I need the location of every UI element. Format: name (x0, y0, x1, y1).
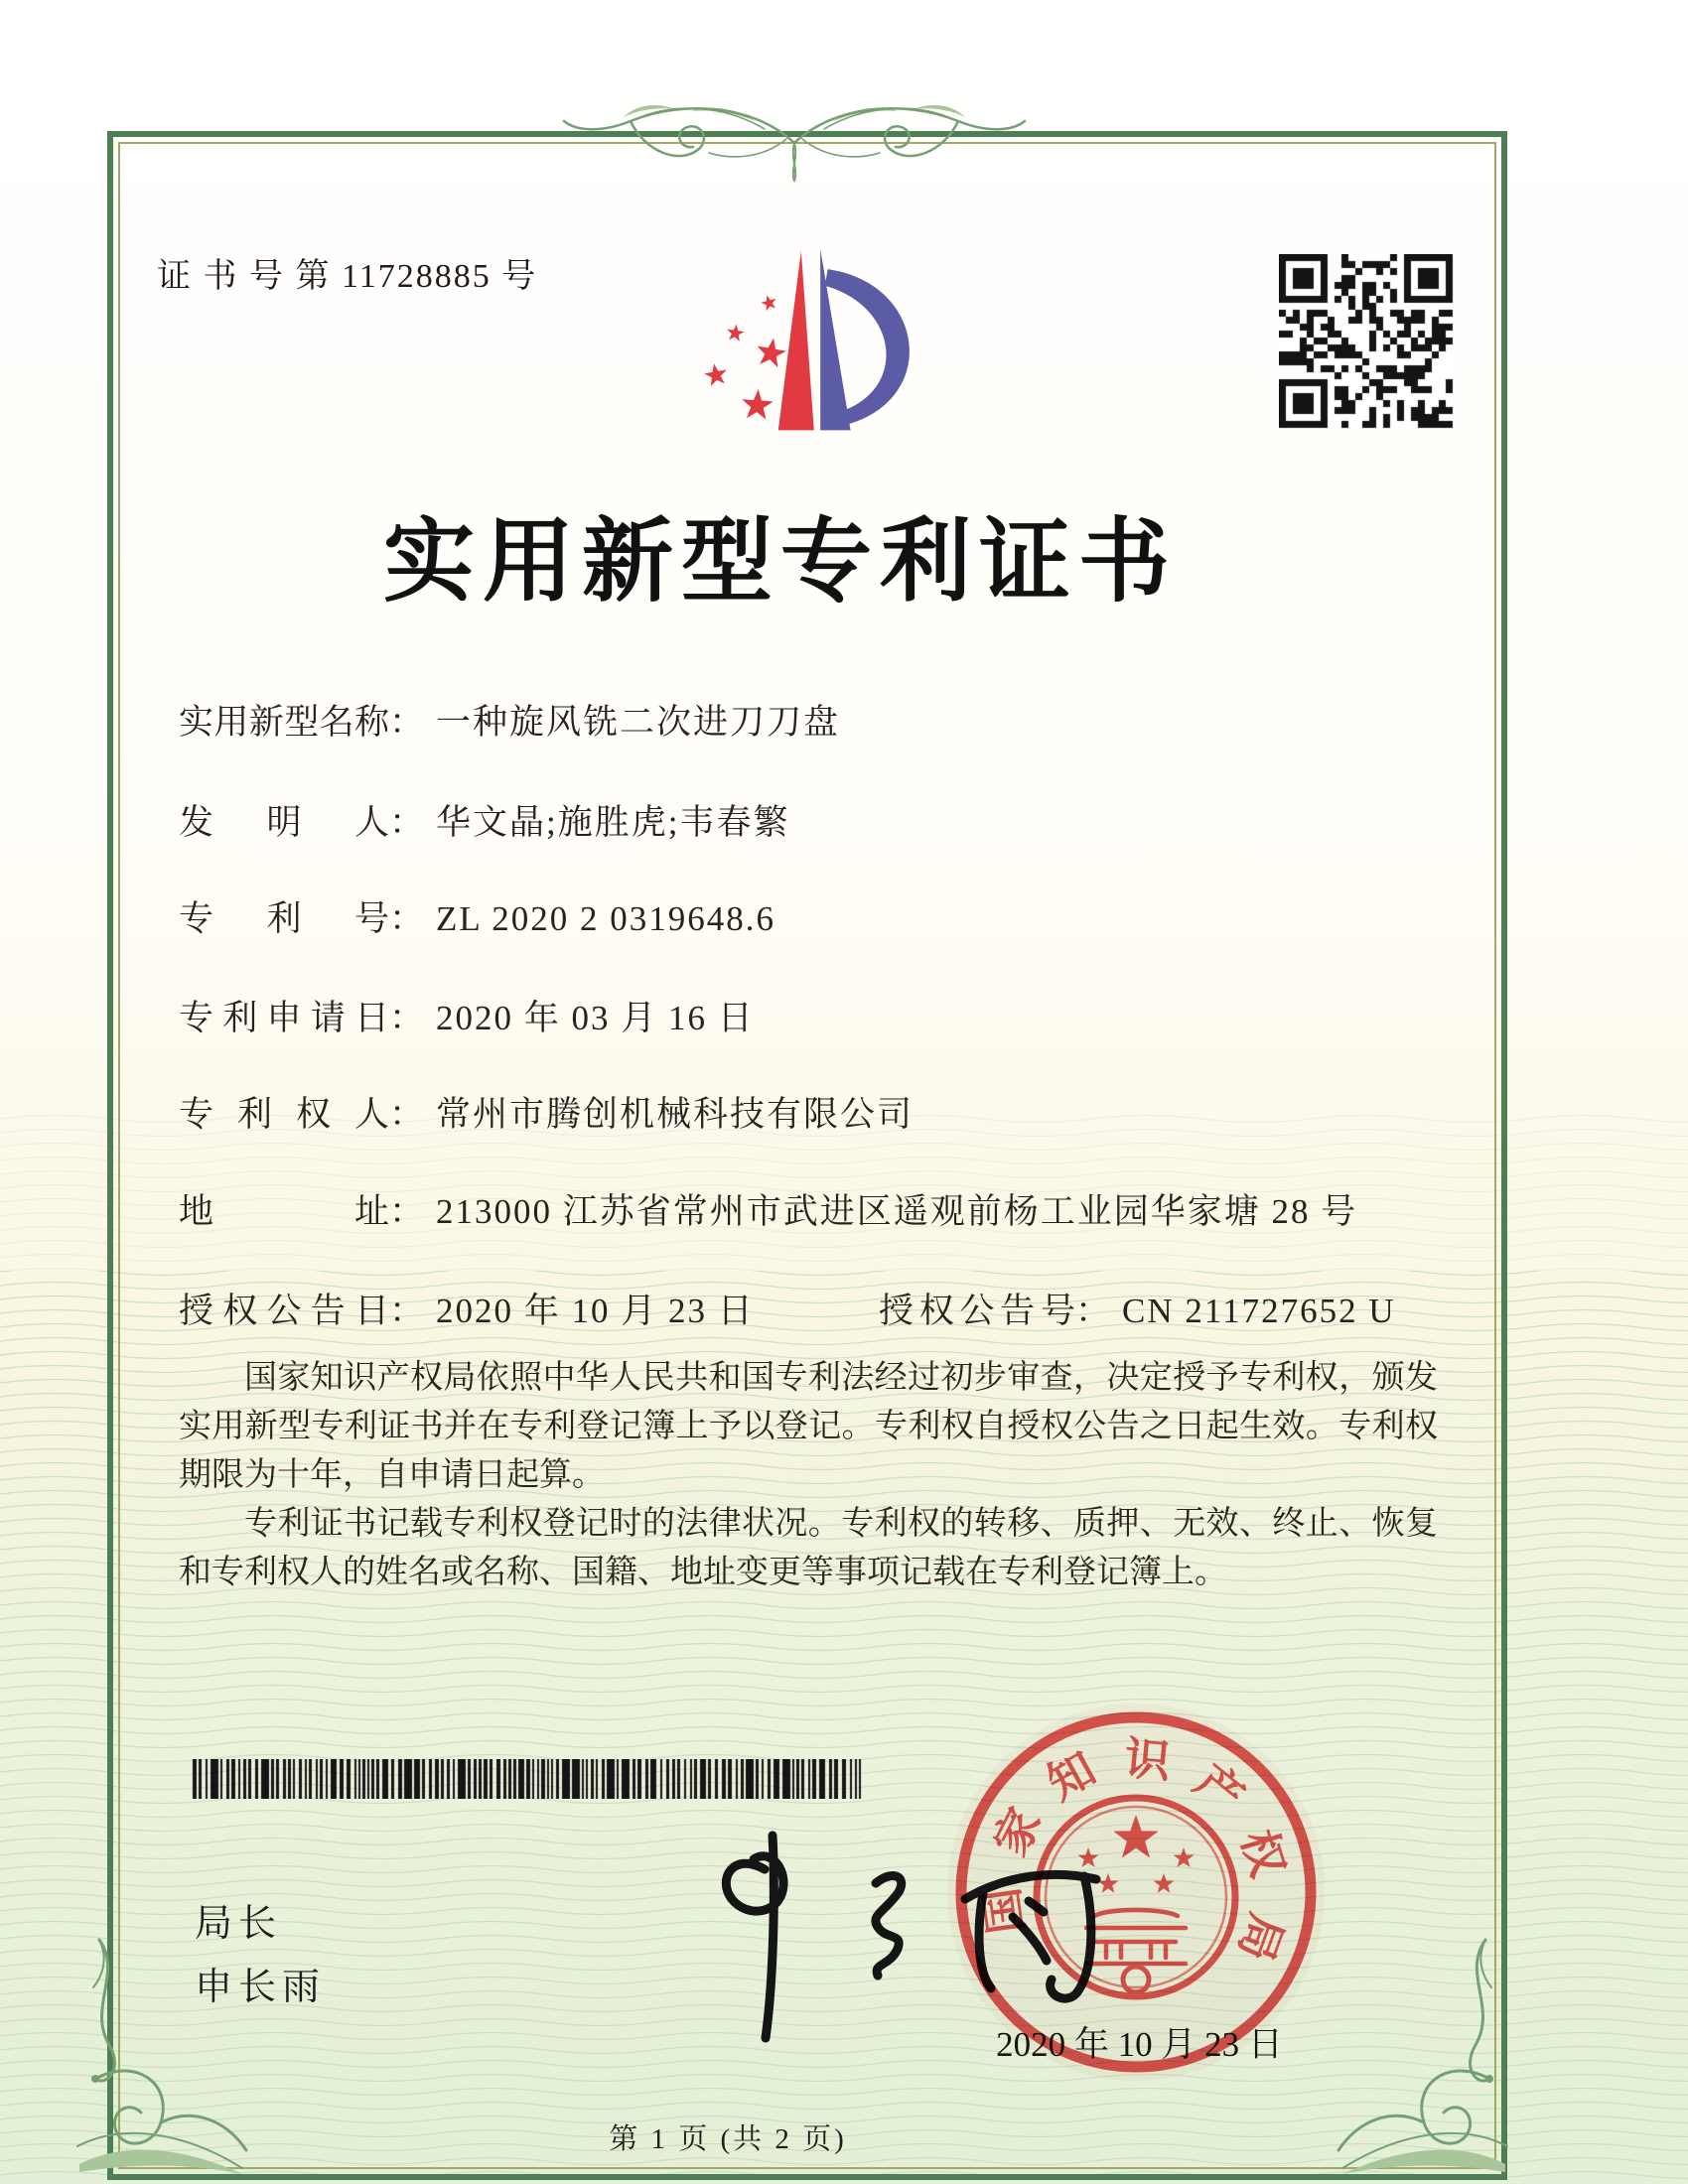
field-row-utility-model-name (179, 695, 1499, 745)
field-row-address (179, 1184, 1499, 1234)
field-colon: ： (389, 803, 425, 842)
logo-red-wedge (778, 251, 814, 431)
seal-char: 权 (1231, 1824, 1294, 1883)
commissioner-title: 局长 (195, 1903, 283, 1945)
seal-date: 2020 年 10 月 23 日 (996, 2025, 1283, 2064)
field-value: 2020 年 10 月 23 日 (436, 1292, 755, 1330)
field-label: 专利号 (179, 899, 389, 938)
field-value: 213000 江苏省常州市武进区遥观前杨工业园华家塘 28 号 (436, 1192, 1358, 1231)
seal-char: 知 (1039, 1742, 1104, 1810)
field-value: 2020 年 03 月 16 日 (436, 999, 755, 1037)
field-label: 授权公告号 (879, 1292, 1075, 1330)
field-label: 授权公告日 (179, 1292, 389, 1330)
cnipa-patent-logo (660, 236, 938, 447)
legal-status-paragraph: 专利证书记载专利权登记时的法律状况。专利权的转移、质押、无效、终止、恢复和专利权人的姓名或名称、国籍、地址变更等事项记载在专利登记簿上。 (179, 1506, 1438, 1590)
field-value: 常州市腾创机械科技有限公司 (436, 1095, 914, 1134)
field-colon: ： (389, 1292, 425, 1330)
field-colon: ： (1075, 1292, 1111, 1330)
field-row-patent-number (179, 891, 1499, 941)
qr-code (1279, 254, 1454, 429)
field-value: CN 211727652 U (1122, 1292, 1396, 1330)
field-label: 专利申请日 (179, 999, 389, 1037)
field-colon: ： (389, 703, 425, 742)
field-row-grant (179, 1284, 1499, 1333)
grant-number-pair (879, 1284, 1396, 1333)
field-value: ZL 2020 2 0319648.6 (436, 899, 775, 938)
field-label: 专利权人 (179, 1095, 389, 1134)
top-center-ornament (561, 85, 1028, 185)
field-value: 一种旋风铣二次进刀刀盘 (436, 703, 841, 742)
field-colon: ： (389, 1095, 425, 1134)
logo-stars (703, 293, 788, 420)
field-colon: ： (389, 999, 425, 1037)
field-colon: ： (389, 1192, 425, 1231)
field-row-inventor (179, 795, 1499, 845)
field-label: 实用新型名称 (179, 703, 389, 742)
seal-char: 识 (1122, 1732, 1173, 1788)
bottom-right-corner-flourish (1321, 1938, 1519, 2176)
certificate-number: 证 书 号 第 11728885 号 (157, 258, 538, 295)
field-label: 发明人 (179, 803, 389, 842)
seal-char: 家 (984, 1800, 1052, 1864)
grant-date-pair (179, 1292, 755, 1330)
field-colon: ： (389, 899, 425, 938)
legal-text-block (179, 1354, 1438, 1597)
commissioner-name: 申长雨 (195, 1967, 327, 2008)
seal-char: 局 (1228, 1907, 1293, 1968)
field-value: 华文晶;施胜虎;韦春繁 (436, 803, 790, 842)
seal-char: 国 (976, 1884, 1034, 1937)
page-number: 第 1 页 (共 2 页) (609, 2123, 847, 2155)
field-row-patentee (179, 1087, 1499, 1137)
grant-statement-paragraph: 国家知识产权局依照中华人民共和国专利法经过初步审查，决定授予专利权，颁发实用新型专利证书并在专利登记簿上予以登记。专利权自授权公告之日起生效。专利权期限为十年，自申请日起算。 (179, 1360, 1438, 1493)
logo-blue-p (820, 249, 910, 431)
certificate-title: 实用新型专利证书 (382, 511, 1178, 613)
field-label: 地址 (179, 1192, 389, 1231)
seal-char: 产 (1186, 1754, 1253, 1824)
barcode (191, 1759, 876, 1799)
field-row-filing-date (179, 991, 1499, 1040)
